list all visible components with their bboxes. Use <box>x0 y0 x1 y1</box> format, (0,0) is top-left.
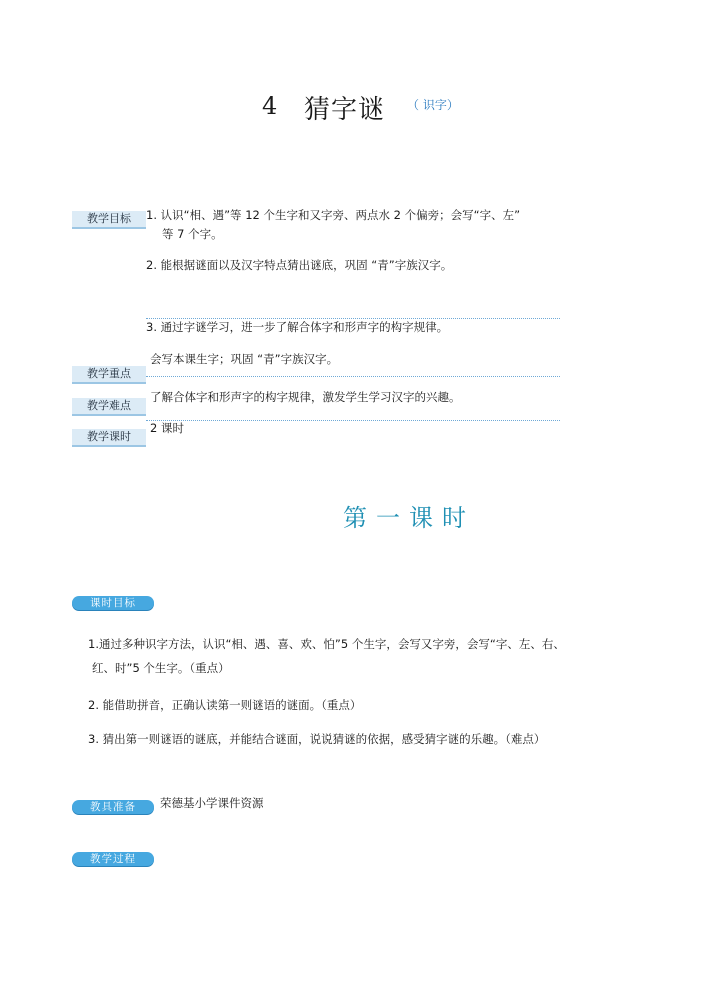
divider <box>146 420 560 421</box>
divider <box>146 376 560 377</box>
prep-text: 荣德基小学课件资源 <box>160 796 264 810</box>
goal-2: 2. 能根据谜面以及汉字特点猜出谜底，巩固 “青”字族汉字。 <box>146 258 453 272</box>
difficulty-label: 教学难点 <box>72 398 146 416</box>
lesson-goal-2: 2. 能借助拼音，正确认读第一则谜语的谜面。（重点） <box>88 698 362 712</box>
goal-1-line-1: 1. 认识“相、遇”等 12 个生字和又字旁、两点水 2 个偏旁；会写“字、左” <box>146 208 521 222</box>
difficulty-text: 了解合体字和形声字的构字规律，激发学生学习汉字的兴趣。 <box>150 390 461 404</box>
goal-1-line-2: 等 7 个字。 <box>162 227 223 241</box>
goal-3: 3. 通过字谜学习，进一步了解合体字和形声字的构字规律。 <box>146 320 449 334</box>
lesson-goal-1-line-2: 红、时”5 个生字。（重点） <box>92 661 230 675</box>
title-number: 4 <box>262 92 278 120</box>
hours-text: 2 课时 <box>150 421 184 435</box>
lesson-goal-1-line-1: 1.通过多种识字方法，认识“相、遇、喜、欢、怕”5 个生字，会写又字旁，会写“字、左、右、 <box>88 637 565 651</box>
title-tag: （ 识字） <box>407 98 459 112</box>
process-badge: 教学过程 <box>72 852 154 866</box>
hours-label: 教学课时 <box>72 429 146 447</box>
goals-label: 教学目标 <box>72 211 146 229</box>
lesson-goal-3: 3. 猜出第一则谜语的谜底，并能结合谜面，说说猜谜的依据，感受猜字谜的乐趣。（难点） <box>88 732 546 746</box>
lesson-goals-badge: 课时目标 <box>72 596 154 610</box>
lesson-heading: 第一课时 <box>343 504 475 532</box>
page-title: 猜字谜 <box>304 95 386 125</box>
key-text: 会写本课生字；巩固 “青”字族汉字。 <box>150 352 339 366</box>
key-label: 教学重点 <box>72 366 146 384</box>
prep-badge: 教具准备 <box>72 800 154 814</box>
